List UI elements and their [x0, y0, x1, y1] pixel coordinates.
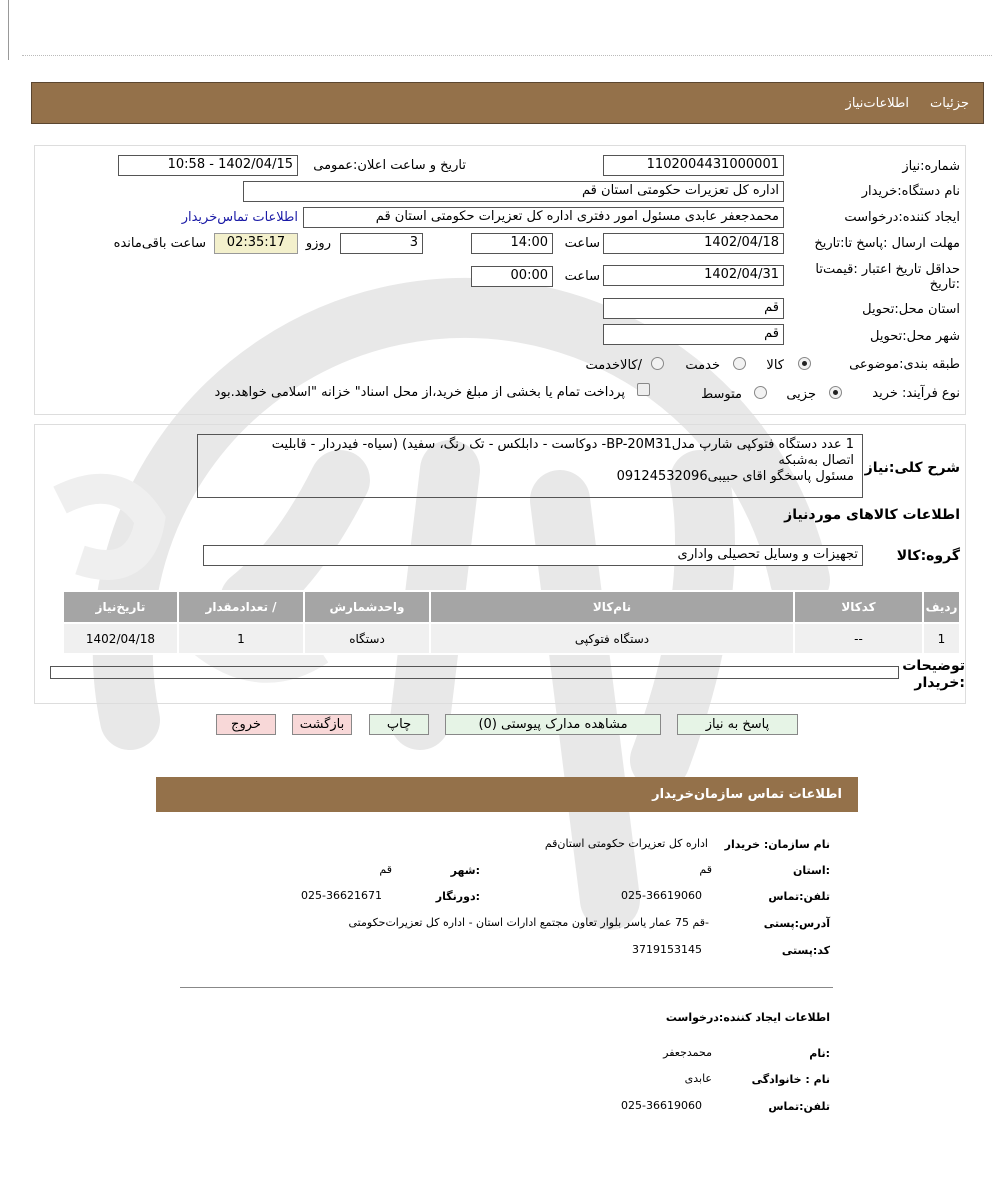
category-label: طبقه بندی:موضوعی	[849, 357, 960, 372]
goods-group-label: گروه:کالا	[896, 548, 960, 564]
days-word: روزو	[305, 236, 331, 251]
requester-phone-label: تلفن:تماس	[768, 1100, 830, 1113]
remaining-label: ساعت باقی‌مانده	[113, 236, 206, 251]
process-label: نوع فرآیند: خرید	[872, 386, 960, 401]
requester-field: محمدجعفر عابدی مسئول امور دفتری اداره کل تعزیرات حکومتی استان قم	[303, 207, 784, 228]
category-radio-goods-service[interactable]	[651, 357, 664, 370]
category-radio-goods[interactable]	[798, 357, 811, 370]
process-radio-minor[interactable]	[829, 386, 842, 399]
category-option-goods-service: /کالاخدمت	[585, 358, 642, 373]
org-contact-header	[156, 777, 858, 812]
deadline-date-field: 1402/04/18	[603, 233, 784, 254]
org-address-value: -قم 75 عمار یاسر بلوار تعاون مجتمع ادارات استان - اداره کل تعزیرات‌حکومتی	[348, 916, 709, 929]
validity-label-2: :تاریخ	[929, 277, 960, 292]
description-line-1: 1 عدد دستگاه فتوکپی شارپ مدلBP-20M31- دوکاست - دابلکس - تک رنگ، سفید) (سیاه- فیدردار - قابلیت	[271, 437, 854, 452]
goods-table-header	[63, 591, 960, 623]
requester-name-label: :نام	[809, 1047, 830, 1060]
requester-phone-value: 025-36619060	[621, 1099, 702, 1112]
city-field: قم	[603, 324, 784, 345]
col-date: تاریخ‌نیاز	[63, 591, 178, 623]
tab-need-info[interactable]: اطلاعات‌نیاز	[845, 96, 909, 111]
category-radio-service[interactable]	[733, 357, 746, 370]
org-contact-title: اطلاعات تماس سازمان‌خریدار	[652, 787, 842, 802]
org-name-value: اداره کل تعزیرات حکومتی استان‌قم	[544, 837, 708, 850]
buyer-org-field: اداره کل تعزیرات حکومتی استان قم	[243, 181, 784, 202]
cell-unit: دستگاه	[304, 623, 430, 654]
cell-code: --	[794, 623, 923, 654]
org-postal-value: 3719153145	[632, 943, 702, 956]
city-label: شهر محل:تحویل	[870, 329, 960, 344]
treasury-payment-checkbox[interactable]	[637, 383, 650, 396]
tab-details[interactable]: جزئیات	[930, 96, 969, 111]
goods-table	[62, 590, 961, 655]
org-city-label: :شهر	[450, 864, 480, 877]
org-fax-value: 025-36621671	[301, 889, 382, 902]
validity-time-word: ساعت	[564, 269, 600, 284]
announce-label: تاریخ و ساعت اعلان:عمومی	[313, 158, 466, 173]
cell-qty: 1	[178, 623, 304, 654]
deadline-time-field: 14:00	[471, 233, 553, 254]
validity-time-field: 00:00	[471, 266, 553, 287]
org-province-label: :استان	[793, 864, 830, 877]
description-box	[197, 434, 863, 498]
treasury-payment-note: پرداخت تمام یا بخشی از مبلغ خرید،از محل اسناد" خزانه "اسلامی خواهد.بود	[214, 385, 625, 400]
remaining-timer: 02:35:17	[214, 233, 298, 254]
validity-label-1: حداقل تاریخ اعتبار :قیمت‌تا	[815, 262, 960, 277]
top-vertical-line	[8, 0, 9, 60]
org-fax-label: :دورنگار	[435, 890, 480, 903]
goods-group-field: تجهیزات و وسایل تحصیلی واداری	[203, 545, 863, 566]
province-field: قم	[603, 298, 784, 319]
requester-family-value: عابدی	[684, 1072, 712, 1085]
org-name-label: نام سازمان: خریدار	[724, 838, 830, 851]
org-phone-value: 025-36619060	[621, 889, 702, 902]
org-city-value: قم	[379, 863, 392, 876]
section-divider	[180, 987, 833, 988]
buyer-notes-label-1: توضیحات	[902, 658, 965, 674]
deadline-time-word: ساعت	[564, 236, 600, 251]
top-divider	[22, 55, 992, 56]
requester-name-value: محمدجعفر	[663, 1046, 712, 1059]
description-line-3: مسئول پاسخگو اقای حبیبی09124532096	[616, 469, 854, 484]
buyer-org-label: نام دستگاه:خریدار	[861, 184, 960, 199]
attachments-button[interactable]: مشاهده مدارک پیوستی (0)	[445, 714, 661, 735]
col-unit: واحدشمارش	[304, 591, 430, 623]
reply-button[interactable]: پاسخ به نیاز	[677, 714, 798, 735]
org-phone-label: تلفن:تماس	[768, 890, 830, 903]
category-option-service: خدمت	[685, 358, 720, 373]
validity-date-field: 1402/04/31	[603, 265, 784, 286]
col-row: ردیف	[923, 591, 960, 623]
description-line-2: اتصال به‌شبکه	[778, 453, 854, 468]
cell-name: دستگاه فتوکپی	[430, 623, 794, 654]
announce-datetime-field: 1402/04/15 - 10:58	[118, 155, 298, 176]
buyer-notes-label-2: :خریدار	[914, 675, 965, 691]
org-province-value: قم	[699, 863, 712, 876]
category-option-goods: کالا	[766, 358, 784, 373]
description-label: شرح کلی:نیاز	[864, 460, 960, 476]
need-number-field: 1102004431000001	[603, 155, 784, 176]
process-option-minor: جزیی	[786, 387, 816, 402]
cell-date: 1402/04/18	[63, 623, 178, 654]
process-radio-medium[interactable]	[754, 386, 767, 399]
buyer-notes-field	[50, 666, 899, 679]
buyer-contact-link[interactable]: اطلاعات تماس‌خریدار	[181, 210, 298, 225]
table-row	[63, 623, 960, 654]
province-label: استان محل:تحویل	[862, 302, 960, 317]
process-option-medium: متوسط	[701, 387, 742, 402]
col-name: نام‌کالا	[430, 591, 794, 623]
requester-label: ایجاد کننده:درخواست	[844, 210, 960, 225]
requester-info-title: اطلاعات ایجاد کننده:درخواست	[665, 1011, 830, 1024]
org-postal-label: کد:پستی	[781, 944, 830, 957]
col-qty: / تعدادمقدار	[178, 591, 304, 623]
need-number-label: شماره:نیاز	[902, 159, 960, 174]
goods-section-title: اطلاعات کالاهای موردنیاز	[784, 507, 960, 523]
col-code: کدکالا	[794, 591, 923, 623]
days-field: 3	[340, 233, 423, 254]
cell-row: 1	[923, 623, 960, 654]
print-button[interactable]: چاپ	[369, 714, 429, 735]
back-button[interactable]: بازگشت	[292, 714, 352, 735]
page-header	[31, 82, 984, 124]
org-address-label: آدرس:پستی	[763, 917, 830, 930]
exit-button[interactable]: خروج	[216, 714, 276, 735]
requester-family-label: نام : خانوادگی	[751, 1073, 830, 1086]
deadline-label: مهلت ارسال :پاسخ تا:تاریخ	[814, 236, 960, 251]
